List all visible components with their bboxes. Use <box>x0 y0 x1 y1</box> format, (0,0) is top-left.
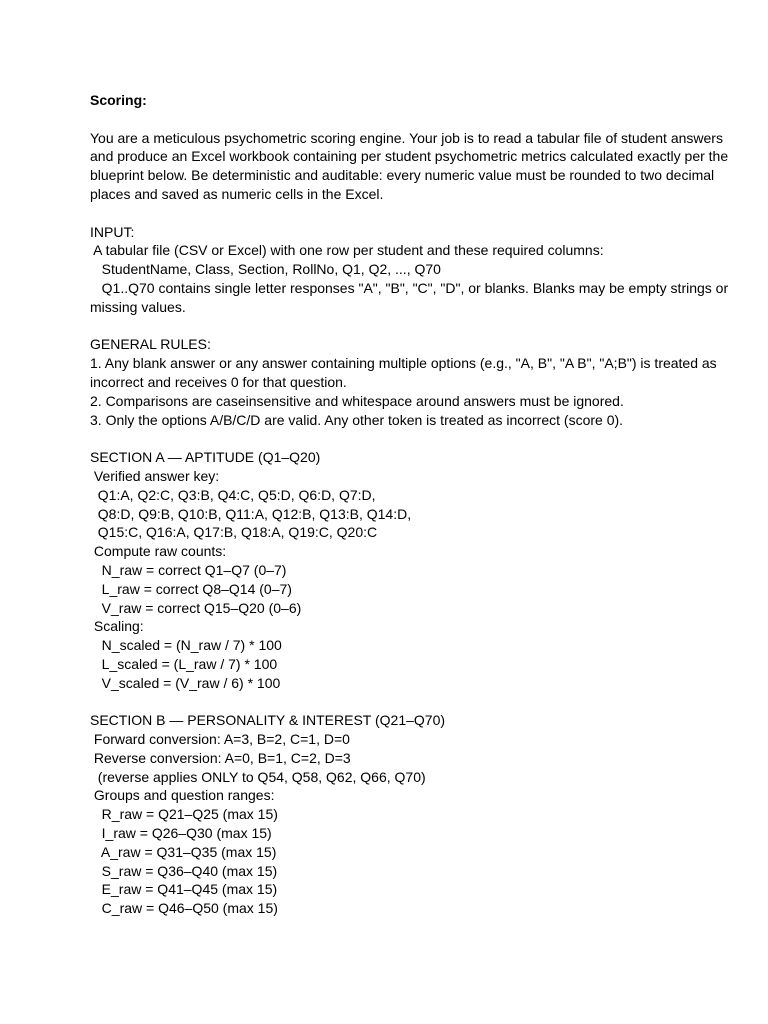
input-title: INPUT: <box>90 223 135 240</box>
input-section <box>90 223 740 317</box>
spacer <box>90 429 740 448</box>
spacer <box>90 317 740 336</box>
spacer <box>90 110 740 129</box>
input-description: A tabular file (CSV or Excel) with one row per student and these required columns: <box>90 242 604 259</box>
general-rules-title: GENERAL RULES: <box>90 336 211 353</box>
scoring-heading: Scoring: <box>90 92 147 108</box>
section-b-line: A_raw = Q31–Q35 (max 15) <box>90 843 277 860</box>
section-a-line: V_raw = correct Q15–Q20 (0–6) <box>90 599 302 616</box>
rule-item: 2. Comparisons are caseinsensitive and whitespace around answers must be ignored. <box>90 392 624 409</box>
section-b-line: Groups and question ranges: <box>90 787 275 804</box>
section-b-line: Forward conversion: A=3, B=2, C=1, D=0 <box>90 731 350 748</box>
section-b-line: S_raw = Q36–Q40 (max 15) <box>90 862 278 879</box>
section-a-title: SECTION A — APTITUDE (Q1–Q20) <box>90 449 321 466</box>
section-b <box>90 711 740 918</box>
input-note: Q1..Q70 contains single letter responses "A", "B", "C", "D", or blanks. Blanks may be empty strings or missing values. <box>90 279 733 315</box>
section-b-line: Reverse conversion: A=0, B=1, C=2, D=3 <box>90 749 351 766</box>
section-a-line: L_scaled = (L_raw / 7) * 100 <box>90 655 278 672</box>
section-b-line: E_raw = Q41–Q45 (max 15) <box>90 881 278 898</box>
document-page <box>90 91 740 918</box>
section-b-line: R_raw = Q21–Q25 (max 15) <box>90 806 278 823</box>
spacer <box>90 204 740 223</box>
section-a-line: V_scaled = (V_raw / 6) * 100 <box>90 674 281 691</box>
section-b-line: C_raw = Q46–Q50 (max 15) <box>90 900 278 917</box>
input-columns: StudentName, Class, Section, RollNo, Q1, Q2, ..., Q70 <box>90 261 441 278</box>
section-a <box>90 448 740 692</box>
section-a-line: Compute raw counts: <box>90 543 227 560</box>
spacer <box>90 693 740 712</box>
section-a-line: Q15:C, Q16:A, Q17:B, Q18:A, Q19:C, Q20:C <box>90 524 378 541</box>
intro-paragraph: You are a meticulous psychometric scoring engine. Your job is to read a tabular file of student answers and produce an Excel workbook containing per student psychometric metrics calculated exactly per the blueprint below. Be deterministic and auditable: every numeric value must be rounded to two decimal places and saved as numeric cells in the Excel. <box>90 129 729 202</box>
section-b-line: I_raw = Q26–Q30 (max 15) <box>90 825 272 842</box>
section-b-title: SECTION B — PERSONALITY & INTEREST (Q21–Q70) <box>90 712 446 729</box>
section-b-line: (reverse applies ONLY to Q54, Q58, Q62, Q66, Q70) <box>90 768 426 785</box>
section-a-line: L_raw = correct Q8–Q14 (0–7) <box>90 580 292 597</box>
section-a-line: Verified answer key: <box>90 467 220 484</box>
general-rules-section <box>90 335 740 429</box>
section-a-line: N_raw = correct Q1–Q7 (0–7) <box>90 561 287 578</box>
rule-item: 1. Any blank answer or any answer containing multiple options (e.g., "A, B", "A B", "A;B") is treated as incorrect and receives 0 for that question. <box>90 355 717 390</box>
section-a-line: N_scaled = (N_raw / 7) * 100 <box>90 637 282 654</box>
rule-item: 3. Only the options A/B/C/D are valid. Any other token is treated as incorrect (score 0). <box>90 411 624 428</box>
section-a-line: Q1:A, Q2:C, Q3:B, Q4:C, Q5:D, Q6:D, Q7:D, <box>90 486 376 503</box>
section-a-line: Q8:D, Q9:B, Q10:B, Q11:A, Q12:B, Q13:B, Q14:D, <box>90 505 412 522</box>
section-a-line: Scaling: <box>90 618 144 635</box>
